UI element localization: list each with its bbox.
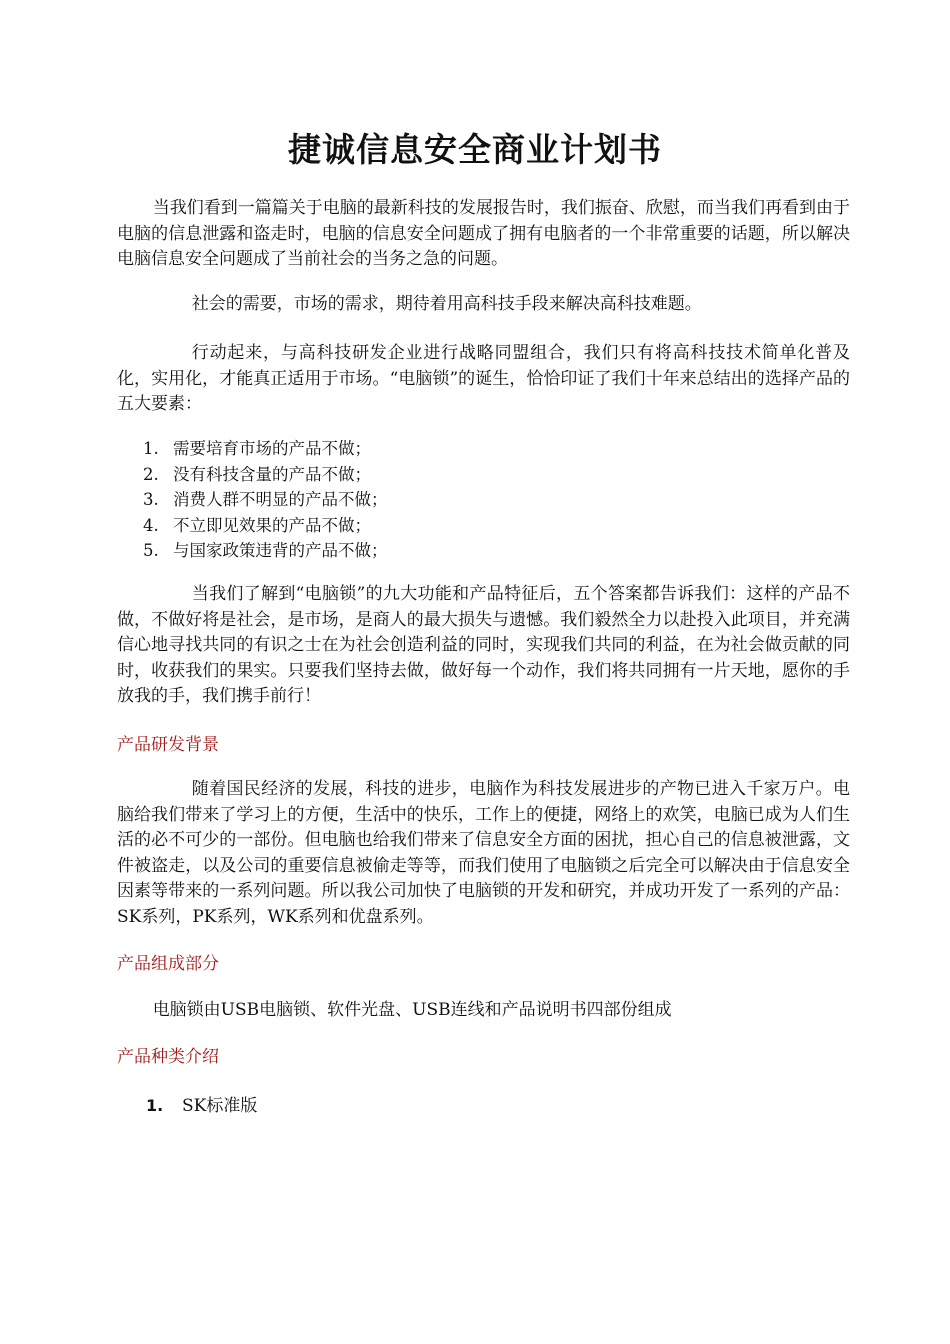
- product-type-number: 1.: [146, 1096, 164, 1115]
- intro-paragraph: 当我们看到一篇篇关于电脑的最新科技的发展报告时，我们振奋、欣慰，而当我们再看到由于电脑的信息泄露和盗走时，电脑的信息安全问题成了拥有电脑者的一个非常重要的话题，所以解决电脑信息安全问题成了当前社会的当务之急的问题。: [117, 198, 850, 269]
- list-item: 2. 没有科技含量的产品不做；: [143, 464, 371, 484]
- demand-paragraph: 社会的需要，市场的需求，期待着用高科技手段来解决高科技难题。: [191, 294, 702, 314]
- list-item: 4. 不立即见效果的产品不做；: [143, 515, 371, 535]
- document-title: 捷诚信息安全商业计划书: [288, 130, 662, 169]
- action-paragraph: 行动起来，与高科技研发企业进行战略同盟组合，我们只有将高科技技术简单化普及化，实用化，才能真正适用于市场。“电脑锁”的诞生，恰恰印证了我们十年来总结出的选择产品的五大要素：: [117, 343, 850, 414]
- product-type-item: [146, 1093, 257, 1119]
- product-type-label: SK标准版: [182, 1096, 258, 1116]
- list-item: 5. 与国家政策违背的产品不做；: [143, 541, 388, 561]
- types-heading: 产品种类介绍: [117, 1047, 219, 1067]
- background-heading: 产品研发背景: [117, 735, 219, 755]
- composition-paragraph: 电脑锁由USB电脑锁、软件光盘、USB连线和产品说明书四部份组成: [152, 1000, 672, 1020]
- list-item: 1. 需要培育市场的产品不做；: [143, 439, 371, 458]
- conclusion-paragraph: 当我们了解到“电脑锁”的九大功能和产品特征后，五个答案都告诉我们：这样的产品不做，不做好将是社会，是市场，是商人的最大损失与遗憾。我们毅然全力以赴投入此项目，并充满信心地寻找共同的有识之士在为社会创造利益的同时，实现我们共同的利益，在为社会做贡献的同时，收获我们的果实。只要我们坚持去做，做好每一个动作，我们将共同拥有一片天地，愿你的手放我的手，我们携手前行！: [117, 584, 850, 706]
- background-paragraph: 随着国民经济的发展，科技的进步，电脑作为科技发展进步的产物已进入千家万户。电脑给我们带来了学习上的方便，生活中的快乐，工作上的便捷，网络上的欢笑，电脑已成为人们生活的必不可少的一部份。但电脑也给我们带来了信息安全方面的困扰，担心自己的信息被泄露，文件被盗走，以及公司的重要信息被偷走等等，而我们使用了电脑锁之后完全可以解决由于信息安全因素等带来的一系列问题。所以我公司加快了电脑锁的开发和研究，并成功开发了一系列的产品：SK系列，PK系列，WK系列和优盘系列。: [117, 779, 850, 927]
- five-factors-list: [143, 436, 388, 564]
- composition-heading: 产品组成部分: [117, 954, 219, 974]
- list-item: 3. 消费人群不明显的产品不做；: [143, 490, 388, 510]
